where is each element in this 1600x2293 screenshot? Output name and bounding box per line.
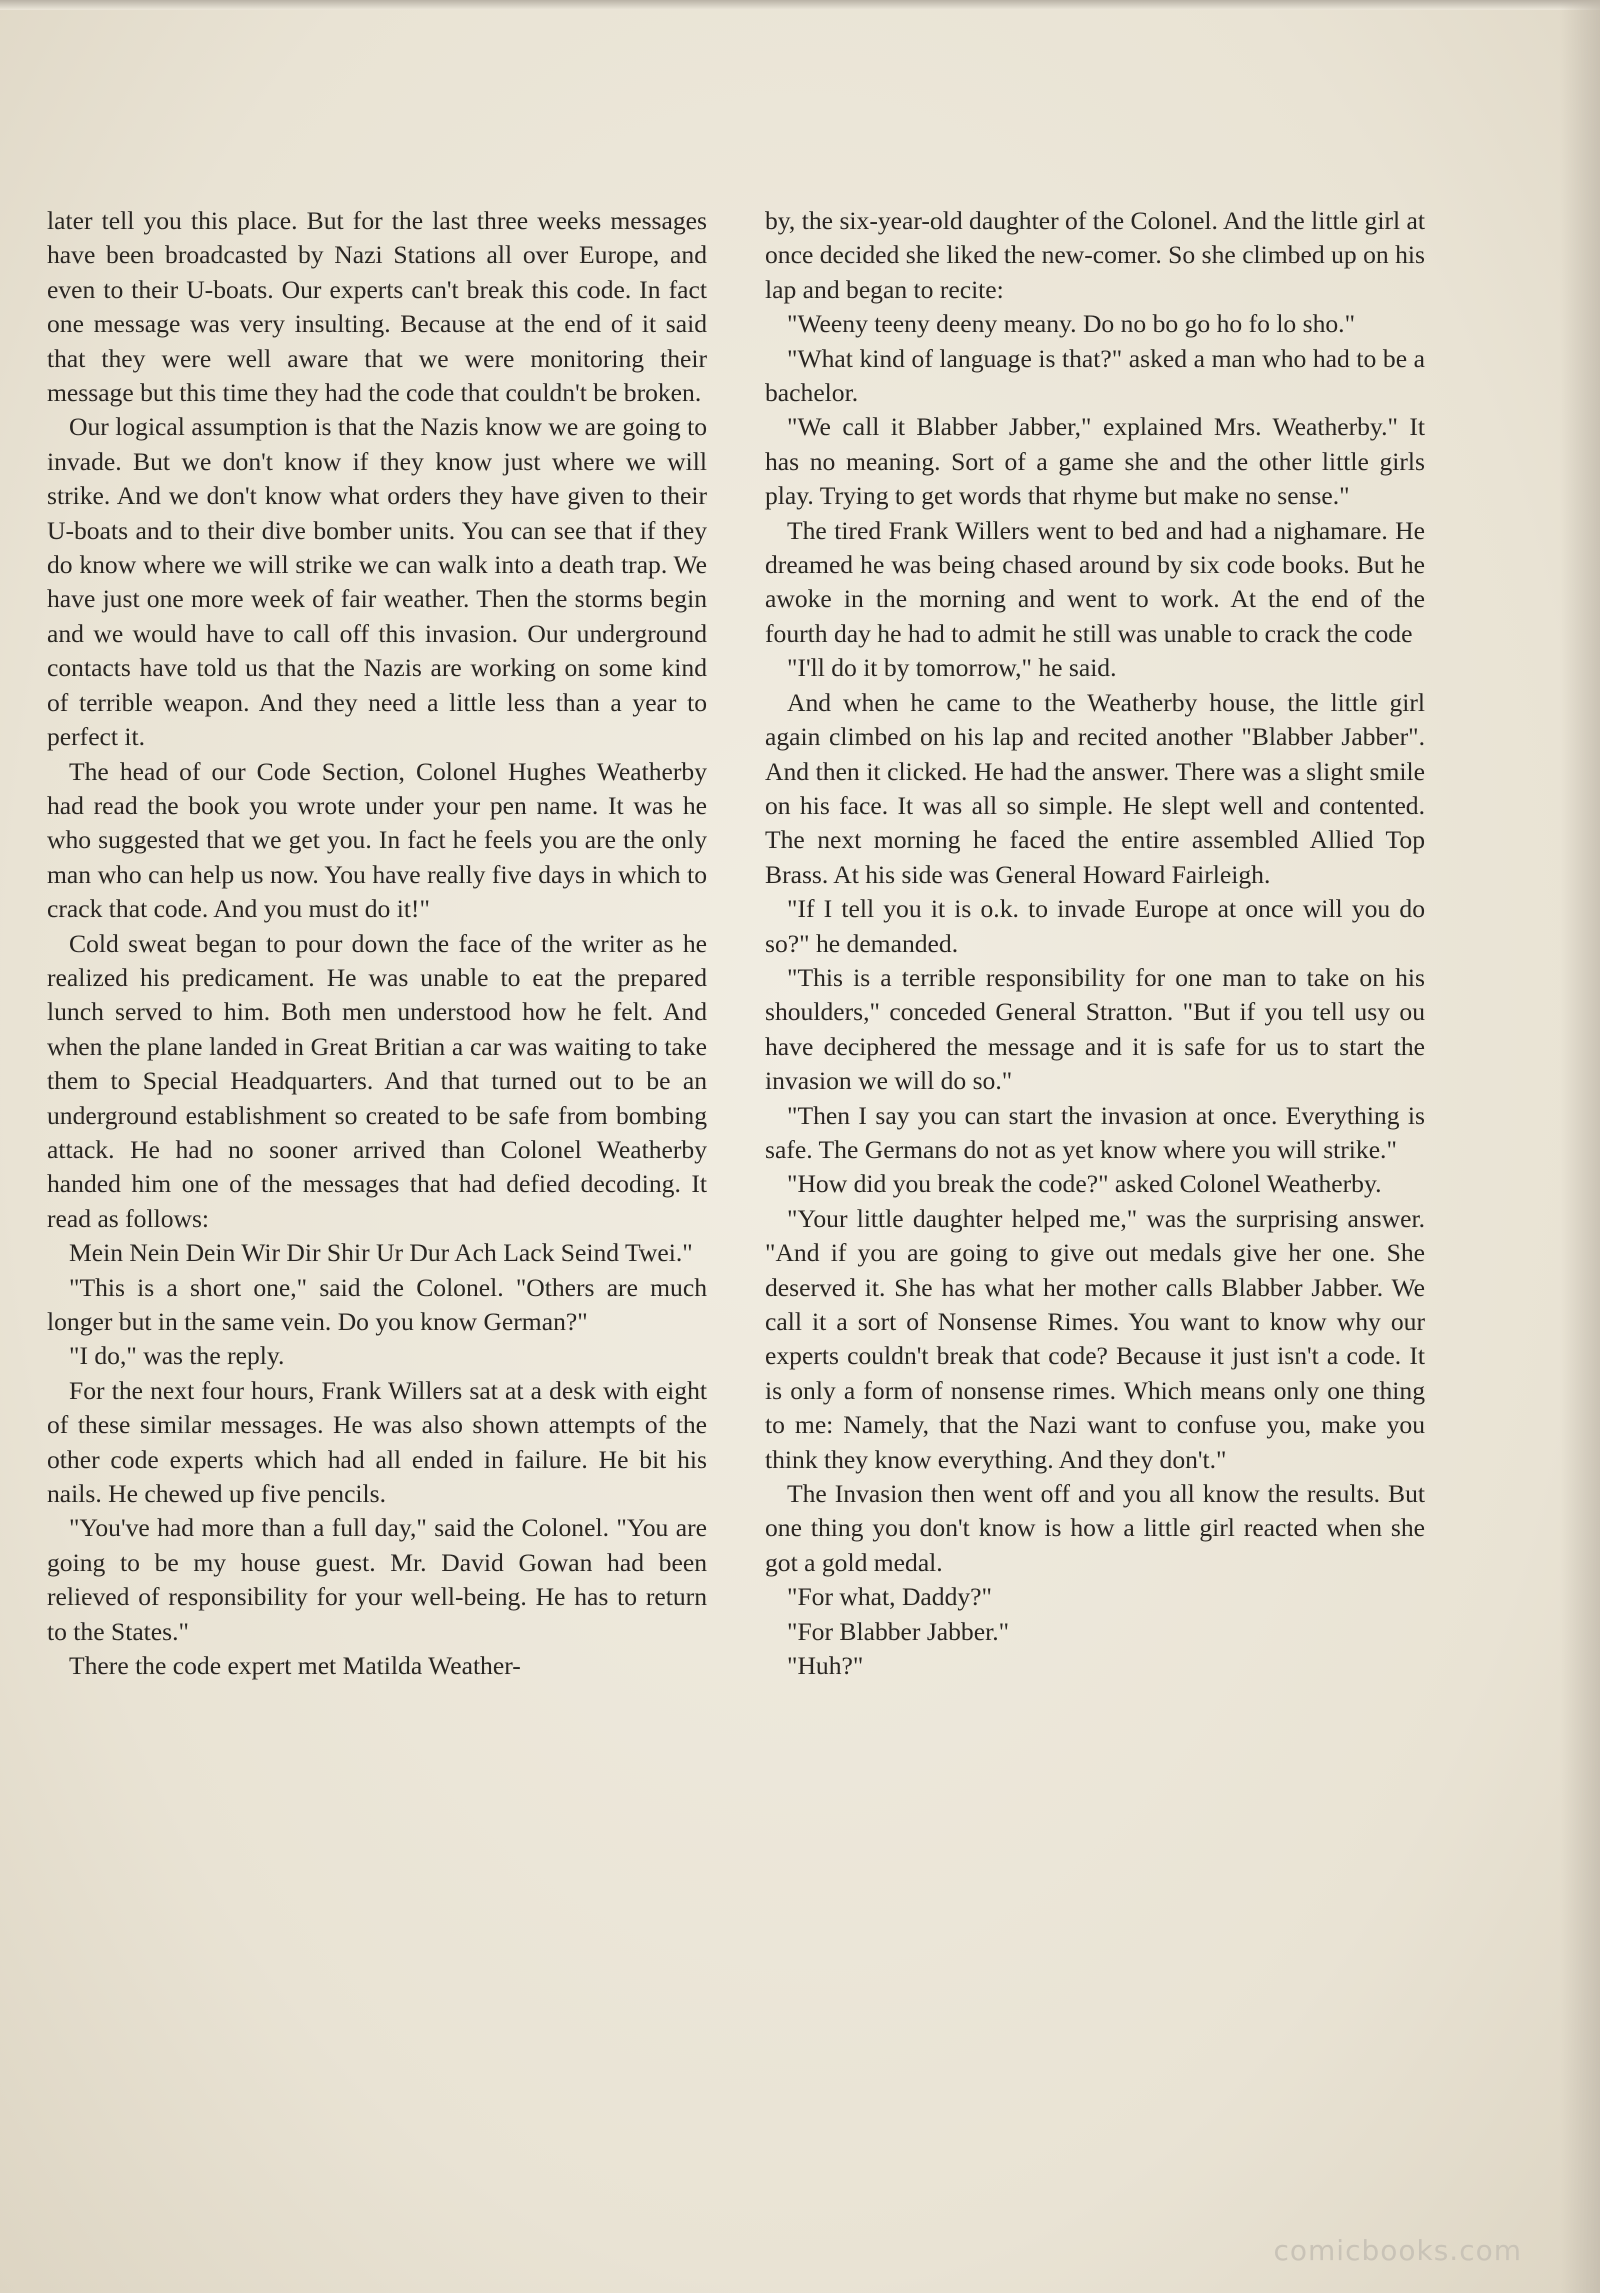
paragraph: later tell you this place. But for the last three weeks messages have been broadcasted by Nazi Stations all over Europe, and even to their U-boats. Our experts can't break this code. In fact one message was very insulting. Because at the end of it said that they were well aware that we were monitoring their message but this time they had the code that couldn't be broken. [47,206,707,408]
paragraph: Cold sweat began to pour down the face of the writer as he realized his predicament. He was unable to eat the prepared lunch served to him. Both men understood how he felt. And when the plane landed in Great Britian a car was waiting to take them to Special Headquarters. And that turned out to be an underground establishment so created to be safe from bombing attack. He had no sooner arrived than Colonel Weatherby handed him one of the messages that had defied decoding. It read as follows: [47,928,707,1233]
paragraph: "Weeny teeny deeny meany. Do no bo go ho fo lo sho." [787,309,1356,339]
paragraph: And when he came to the Weatherby house, the little girl again climbed on his lap and recited another "Blabber Jabber". And then it clicked. He had the answer. There was a slight smile on his face. It was all so simple. He slept well and contented. The next morning he faced the entire assembled Allied Top Brass. At his side was General Howard Fairleigh. [765,687,1425,889]
paragraph: "We call it Blabber Jabber," explained Mrs. Weatherby." It has no meaning. Sort of a game she and the other little girls play. Trying to get words that rhyme but make no sense." [765,412,1425,511]
paragraph: "I'll do it by tomorrow," he said. [787,653,1117,683]
right-text-column [765,204,1425,1683]
paragraph: Mein Nein Dein Wir Dir Shir Ur Dur Ach Lack Seind Twei." [69,1238,693,1268]
paragraph: "Huh?" [787,1651,864,1681]
paragraph: "If I tell you it is o.k. to invade Europe at once will you do so?" he demanded. [765,894,1425,958]
paragraph: For the next four hours, Frank Willers sat at a desk with eight of these similar messages. He was also shown attempts of the other code experts which had all ended in failure. He bit his nails. He chewed up five pencils. [47,1375,707,1509]
paragraph: "For Blabber Jabber." [787,1616,1010,1646]
paragraph: The Invasion then went off and you all know the results. But one thing you don't know is how a little girl reacted when she got a gold medal. [765,1479,1425,1577]
paragraph: "This is a terrible responsibility for one man to take on his shoulders," conceded General Stratton. "But if you tell usy ou have deciphered the message and it is safe for us to start the invasion we will do so." [765,962,1425,1096]
paragraph: The tired Frank Willers went to bed and had a nighamare. He dreamed he was being chased around by six code books. But he awoke in the morning and went to work. At the end of the fourth day he had to admit he still was unable to crack the code [765,515,1425,648]
paragraph: "This is a short one," said the Colonel. "Others are much longer but in the same vein. Do you know German?" [47,1272,707,1336]
page-right-edge [1560,0,1600,2293]
paragraph: Our logical assumption is that the Nazis know we are going to invade. But we don't know if they know just where we will strike. And we don't know what orders they have given to their U-boats and to their dive bomber units. You can see that if they do know where we will strike we can walk into a death trap. We have just one more week of fair weather. Then the storms begin and we would have to call off this invasion. Our underground contacts have told us that the Nazis are working on some kind of terrible weapon. And they need a little less than a year to perfect it. [47,412,707,752]
paragraph: by, the six-year-old daughter of the Colonel. And the little girl at once decided she liked the new-comer. So she climbed up on his lap and began to recite: [765,206,1425,304]
paragraph: There the code expert met Matilda Weather- [69,1651,521,1681]
paragraph: "Your little daughter helped me," was the surprising answer. "And if you are going to give out medals give her one. She deserved it. She has what her mother calls Blabber Jabber. We call it a sort of Nonsense Rimes. You want to know why our experts couldn't break that code? Because it just isn't a code. It is only a form of nonsense rimes. Which means only one thing to me: Namely, that the Nazi want to confuse you, make you think they know everything. And they don't." [765,1203,1425,1474]
left-text-column [47,204,707,1683]
paragraph: "Then I say you can start the invasion at once. Everything is safe. The Germans do not as yet know where you will strike." [765,1100,1425,1164]
paragraph: "What kind of language is that?" asked a man who had to be a bachelor. [765,343,1425,408]
page-top-edge [0,0,1600,10]
paragraph: The head of our Code Section, Colonel Hughes Weatherby had read the book you wrote under your pen name. It was he who suggested that we get you. In fact he feels you are the only man who can help us now. You have really five days in which to crack that code. And you must do it!" [47,756,707,924]
paragraph: "I do," was the reply. [69,1341,285,1371]
paragraph: "For what, Daddy?" [787,1582,992,1612]
watermark: comicbooks.com [1273,2234,1522,2267]
paragraph: "How did you break the code?" asked Colonel Weatherby. [787,1169,1382,1199]
paragraph: "You've had more than a full day," said the Colonel. "You are going to be my house guest. Mr. David Gowan had been relieved of responsibility for your well-being. He has to return to the States." [47,1513,707,1646]
